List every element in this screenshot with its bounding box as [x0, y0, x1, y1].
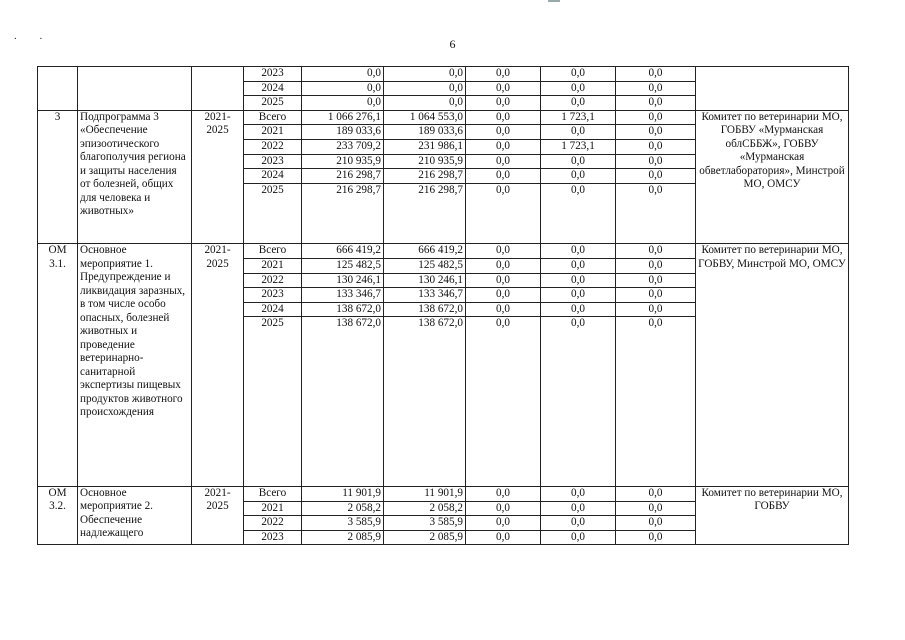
regional-budget-cell: 0,0 [384, 81, 466, 96]
other-cell: 0,0 [616, 516, 696, 531]
federal-budget-cell: 0,0 [466, 501, 541, 516]
other-cell: 0,0 [616, 273, 696, 288]
table-row [38, 244, 849, 259]
regional-budget-cell: 3 585,9 [384, 516, 466, 531]
local-budget-cell: 0,0 [541, 516, 616, 531]
other-cell: 0,0 [616, 125, 696, 140]
total-cell: 666 419,2 [302, 244, 384, 259]
other-cell: 0,0 [616, 302, 696, 317]
item-period: 2021-2025 [192, 486, 244, 544]
total-cell: 125 482,5 [302, 258, 384, 273]
federal-budget-cell: 0,0 [466, 516, 541, 531]
other-cell: 0,0 [616, 486, 696, 501]
total-cell: 138 672,0 [302, 302, 384, 317]
federal-budget-cell: 0,0 [466, 139, 541, 154]
total-cell: 216 298,7 [302, 169, 384, 184]
other-cell: 0,0 [616, 154, 696, 169]
total-cell: 2 058,2 [302, 501, 384, 516]
regional-budget-cell: 1 064 553,0 [384, 110, 466, 125]
other-cell: 0,0 [616, 96, 696, 111]
regional-budget-cell: 125 482,5 [384, 258, 466, 273]
year-cell: 2024 [244, 169, 302, 184]
regional-budget-cell: 231 986,1 [384, 139, 466, 154]
item-name: Подпрограмма 3 «Обеспечение эпизоотического благополучия региона и защиты населения от болезней, общих для человека и животных» [78, 110, 192, 244]
local-budget-cell: 0,0 [541, 244, 616, 259]
item-number: ОМ 3.1. [38, 244, 78, 487]
local-budget-cell: 1 723,1 [541, 110, 616, 125]
regional-budget-cell: 11 901,9 [384, 486, 466, 501]
federal-budget-cell: 0,0 [466, 530, 541, 545]
num-cell [38, 67, 78, 111]
year-cell: 2023 [244, 288, 302, 303]
regional-budget-cell: 0,0 [384, 67, 466, 82]
total-cell: 133 346,7 [302, 288, 384, 303]
year-cell: 2023 [244, 67, 302, 82]
total-cell: 0,0 [302, 81, 384, 96]
regional-budget-cell: 216 298,7 [384, 183, 466, 244]
regional-budget-cell: 133 346,7 [384, 288, 466, 303]
table-row [38, 486, 849, 501]
local-budget-cell: 0,0 [541, 125, 616, 140]
year-cell: Всего [244, 110, 302, 125]
total-cell: 3 585,9 [302, 516, 384, 531]
regional-budget-cell: 138 672,0 [384, 302, 466, 317]
item-period: 2021-2025 [192, 110, 244, 244]
regional-budget-cell: 130 246,1 [384, 273, 466, 288]
total-cell: 138 672,0 [302, 317, 384, 487]
federal-budget-cell: 0,0 [466, 486, 541, 501]
local-budget-cell: 0,0 [541, 67, 616, 82]
regional-budget-cell: 0,0 [384, 96, 466, 111]
federal-budget-cell: 0,0 [466, 288, 541, 303]
local-budget-cell: 0,0 [541, 273, 616, 288]
federal-budget-cell: 0,0 [466, 154, 541, 169]
regional-budget-cell: 2 085,9 [384, 530, 466, 545]
item-number: 3 [38, 110, 78, 244]
other-cell: 0,0 [616, 244, 696, 259]
responsible-cell [696, 67, 849, 111]
other-cell: 0,0 [616, 317, 696, 487]
local-budget-cell: 0,0 [541, 302, 616, 317]
year-cell: 2021 [244, 125, 302, 140]
item-period: 2021-2025 [192, 244, 244, 487]
local-budget-cell: 0,0 [541, 530, 616, 545]
local-budget-cell: 0,0 [541, 486, 616, 501]
total-cell: 2 085,9 [302, 530, 384, 545]
table-row [38, 67, 849, 82]
federal-budget-cell: 0,0 [466, 244, 541, 259]
year-cell: Всего [244, 486, 302, 501]
total-cell: 1 066 276,1 [302, 110, 384, 125]
regional-budget-cell: 210 935,9 [384, 154, 466, 169]
regional-budget-cell: 666 419,2 [384, 244, 466, 259]
name-cell [78, 67, 192, 111]
item-name: Основное мероприятие 2. Обеспечение надлежащего [78, 486, 192, 544]
other-cell: 0,0 [616, 288, 696, 303]
table-row [38, 110, 849, 125]
total-cell: 189 033,6 [302, 125, 384, 140]
item-responsible: Комитет по ветеринарии МО, ГОБВУ «Мурманская облСББЖ», ГОБВУ «Мурманская обветлаборатория», Минстрой МО, ОМСУ [696, 110, 849, 244]
federal-budget-cell: 0,0 [466, 110, 541, 125]
federal-budget-cell: 0,0 [466, 302, 541, 317]
local-budget-cell: 0,0 [541, 501, 616, 516]
local-budget-cell: 0,0 [541, 154, 616, 169]
year-cell: 2022 [244, 273, 302, 288]
federal-budget-cell: 0,0 [466, 125, 541, 140]
item-number: ОМ 3.2. [38, 486, 78, 544]
other-cell: 0,0 [616, 501, 696, 516]
period-cell [192, 67, 244, 111]
regional-budget-cell: 189 033,6 [384, 125, 466, 140]
table-body [38, 67, 849, 545]
other-cell: 0,0 [616, 169, 696, 184]
federal-budget-cell: 0,0 [466, 317, 541, 487]
year-cell: 2021 [244, 501, 302, 516]
year-cell: 2025 [244, 96, 302, 111]
local-budget-cell: 0,0 [541, 258, 616, 273]
federal-budget-cell: 0,0 [466, 67, 541, 82]
total-cell: 210 935,9 [302, 154, 384, 169]
federal-budget-cell: 0,0 [466, 96, 541, 111]
other-cell: 0,0 [616, 139, 696, 154]
local-budget-cell: 0,0 [541, 288, 616, 303]
local-budget-cell: 1 723,1 [541, 139, 616, 154]
local-budget-cell: 0,0 [541, 317, 616, 487]
year-cell: 2025 [244, 183, 302, 244]
year-cell: 2022 [244, 139, 302, 154]
page-number: 6 [449, 37, 456, 51]
other-cell: 0,0 [616, 110, 696, 125]
regional-budget-cell: 216 298,7 [384, 169, 466, 184]
federal-budget-cell: 0,0 [466, 183, 541, 244]
year-cell: 2023 [244, 530, 302, 545]
year-cell: 2021 [244, 258, 302, 273]
other-cell: 0,0 [616, 81, 696, 96]
other-cell: 0,0 [616, 67, 696, 82]
total-cell: 130 246,1 [302, 273, 384, 288]
regional-budget-cell: 138 672,0 [384, 317, 466, 487]
item-responsible: Комитет по ветеринарии МО, ГОБВУ [696, 486, 849, 544]
local-budget-cell: 0,0 [541, 183, 616, 244]
other-cell: 0,0 [616, 530, 696, 545]
total-cell: 0,0 [302, 96, 384, 111]
item-name: Основное мероприятие 1. Предупреждение и ликвидация заразных, в том числе особо опасных, болезней животных и проведение ветеринарно-санитарной экспертизы пищевых продуктов животного происхождения [78, 244, 192, 487]
year-cell: Всего [244, 244, 302, 259]
budget-table [37, 66, 849, 545]
total-cell: 0,0 [302, 67, 384, 82]
federal-budget-cell: 0,0 [466, 273, 541, 288]
local-budget-cell: 0,0 [541, 169, 616, 184]
federal-budget-cell: 0,0 [466, 169, 541, 184]
year-cell: 2023 [244, 154, 302, 169]
year-cell: 2022 [244, 516, 302, 531]
other-cell: 0,0 [616, 183, 696, 244]
regional-budget-cell: 2 058,2 [384, 501, 466, 516]
scan-specks: . . [14, 30, 53, 42]
total-cell: 11 901,9 [302, 486, 384, 501]
local-budget-cell: 0,0 [541, 81, 616, 96]
federal-budget-cell: 0,0 [466, 258, 541, 273]
year-cell: 2025 [244, 317, 302, 487]
total-cell: 216 298,7 [302, 183, 384, 244]
scan-mark [548, 0, 560, 2]
item-responsible: Комитет по ветеринарии МО, ГОБВУ, Минстрой МО, ОМСУ [696, 244, 849, 487]
federal-budget-cell: 0,0 [466, 81, 541, 96]
local-budget-cell: 0,0 [541, 96, 616, 111]
total-cell: 233 709,2 [302, 139, 384, 154]
year-cell: 2024 [244, 302, 302, 317]
other-cell: 0,0 [616, 258, 696, 273]
year-cell: 2024 [244, 81, 302, 96]
